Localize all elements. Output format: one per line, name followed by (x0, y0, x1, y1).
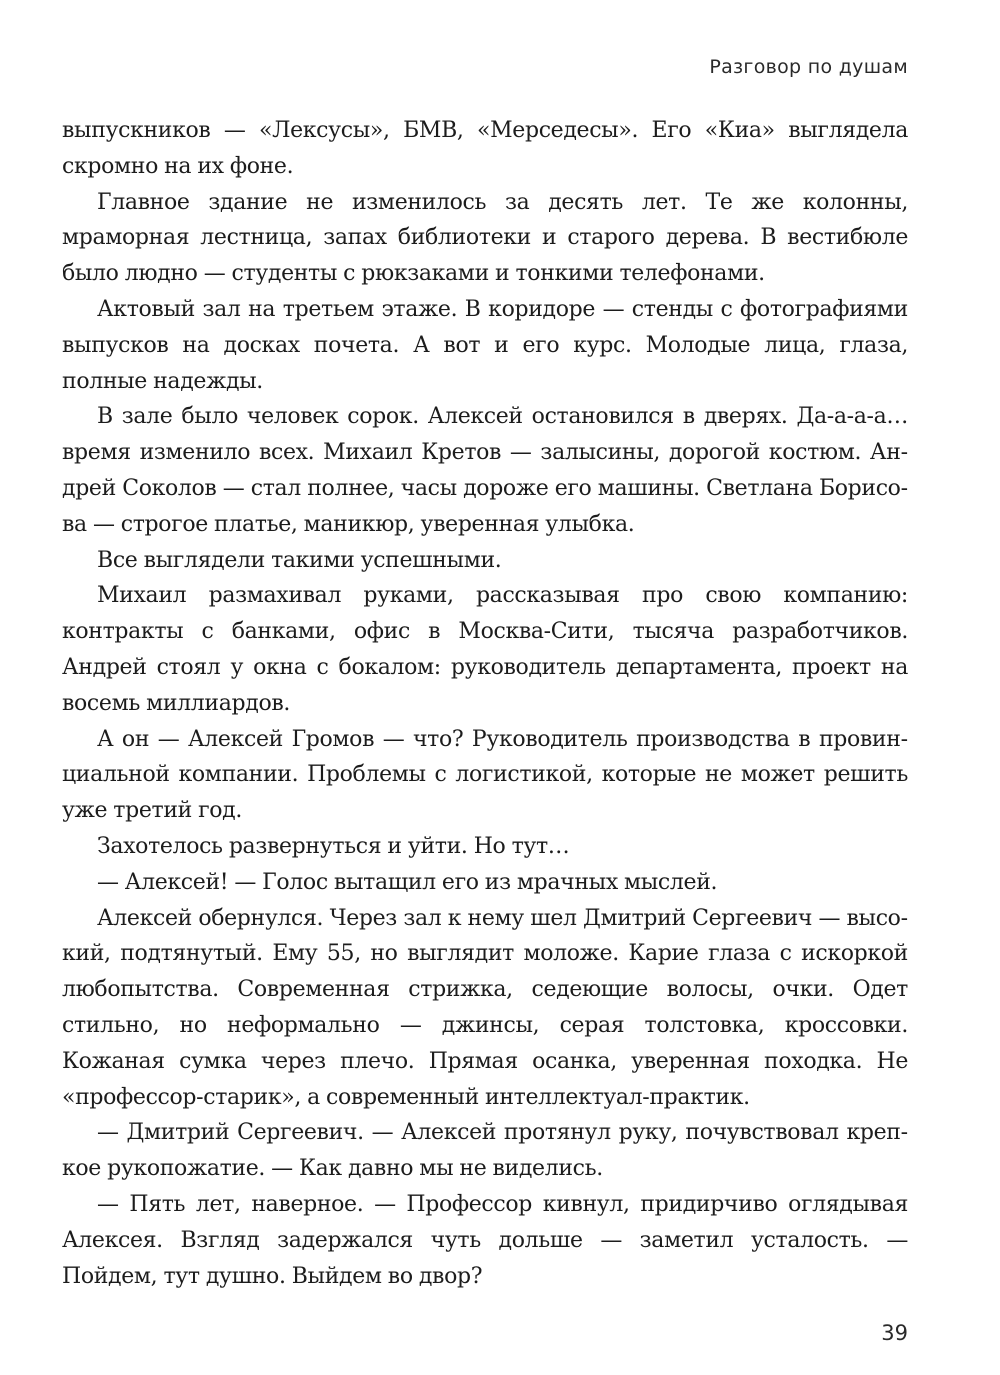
page-body-text (62, 113, 908, 1294)
paragraph-4: В зале было человек сорок. Алексей остановился в дверях. Да-а-а-а… время изменило всех. Михаил Кретов — залысины, дорогой костюм. Андрей Соколов — стал полнее, часы дороже его машины. Светлана Борисова — строгое платье, маникюр, уверенная улыбка. (62, 404, 908, 537)
page-number: 39 (881, 1321, 908, 1345)
paragraph-1: выпускников — «Лексусы», БМВ, «Мерседесы». Его «Киа» выглядела скромно на их фоне. (62, 118, 908, 179)
paragraph-10: Алексей обернулся. Через зал к нему шел Дмитрий Сергеевич — высокий, подтянутый. Ему 55, но выглядит моложе. Карие глаза с искоркой любопытства. Современная стрижка, седеющие волосы, очки. Одет стильно, но неформально — джинсы, серая толстовка, кроссовки. Кожаная сумка через плечо. Прямая осанка, уверенная походка. Не «профессор-старик», а современный интеллектуал-практик. (62, 905, 908, 1110)
running-head-title: Разговор по душам (709, 56, 908, 78)
paragraph-7: А он — Алексей Громов — что? Руководитель производства в провинциальной компании. Проблемы с логистикой, которые не может решить уже третий год. (62, 726, 908, 824)
paragraph-5: Все выглядели такими успешными. (97, 547, 502, 573)
paragraph-12: — Пять лет, наверное. — Профессор кивнул, придирчиво оглядывая Алексея. Взгляд задержался чуть дольше — заметил усталость. — Пойдем, тут душно. Выйдем во двор? (62, 1191, 908, 1289)
paragraph-8: Захотелось развернуться и уйти. Но тут… (97, 833, 570, 859)
paragraph-2: Главное здание не изменилось за десять лет. Те же колонны, мраморная лестница, запах библиотеки и старого дерева. В вестибюле было людно — студенты с рюкзаками и тонкими телефонами. (62, 189, 908, 287)
paragraph-9: — Алексей! — Голос вытащил его из мрачных мыслей. (97, 869, 718, 895)
paragraph-3: Актовый зал на третьем этаже. В коридоре — стенды с фотографиями выпусков на досках почета. А вот и его курс. Молодые лица, глаза, полные надежды. (62, 296, 908, 394)
paragraph-6: Михаил размахивал руками, рассказывая про свою компанию: контракты с банками, офис в Москва-Сити, тысяча разработчиков. Андрей стоял у окна с бокалом: руководитель департамента, проект на восемь миллиардов. (62, 583, 908, 716)
paragraph-11: — Дмитрий Сергеевич. — Алексей протянул руку, почувствовал крепкое рукопожатие. — Как давно мы не виделись. (62, 1120, 908, 1182)
